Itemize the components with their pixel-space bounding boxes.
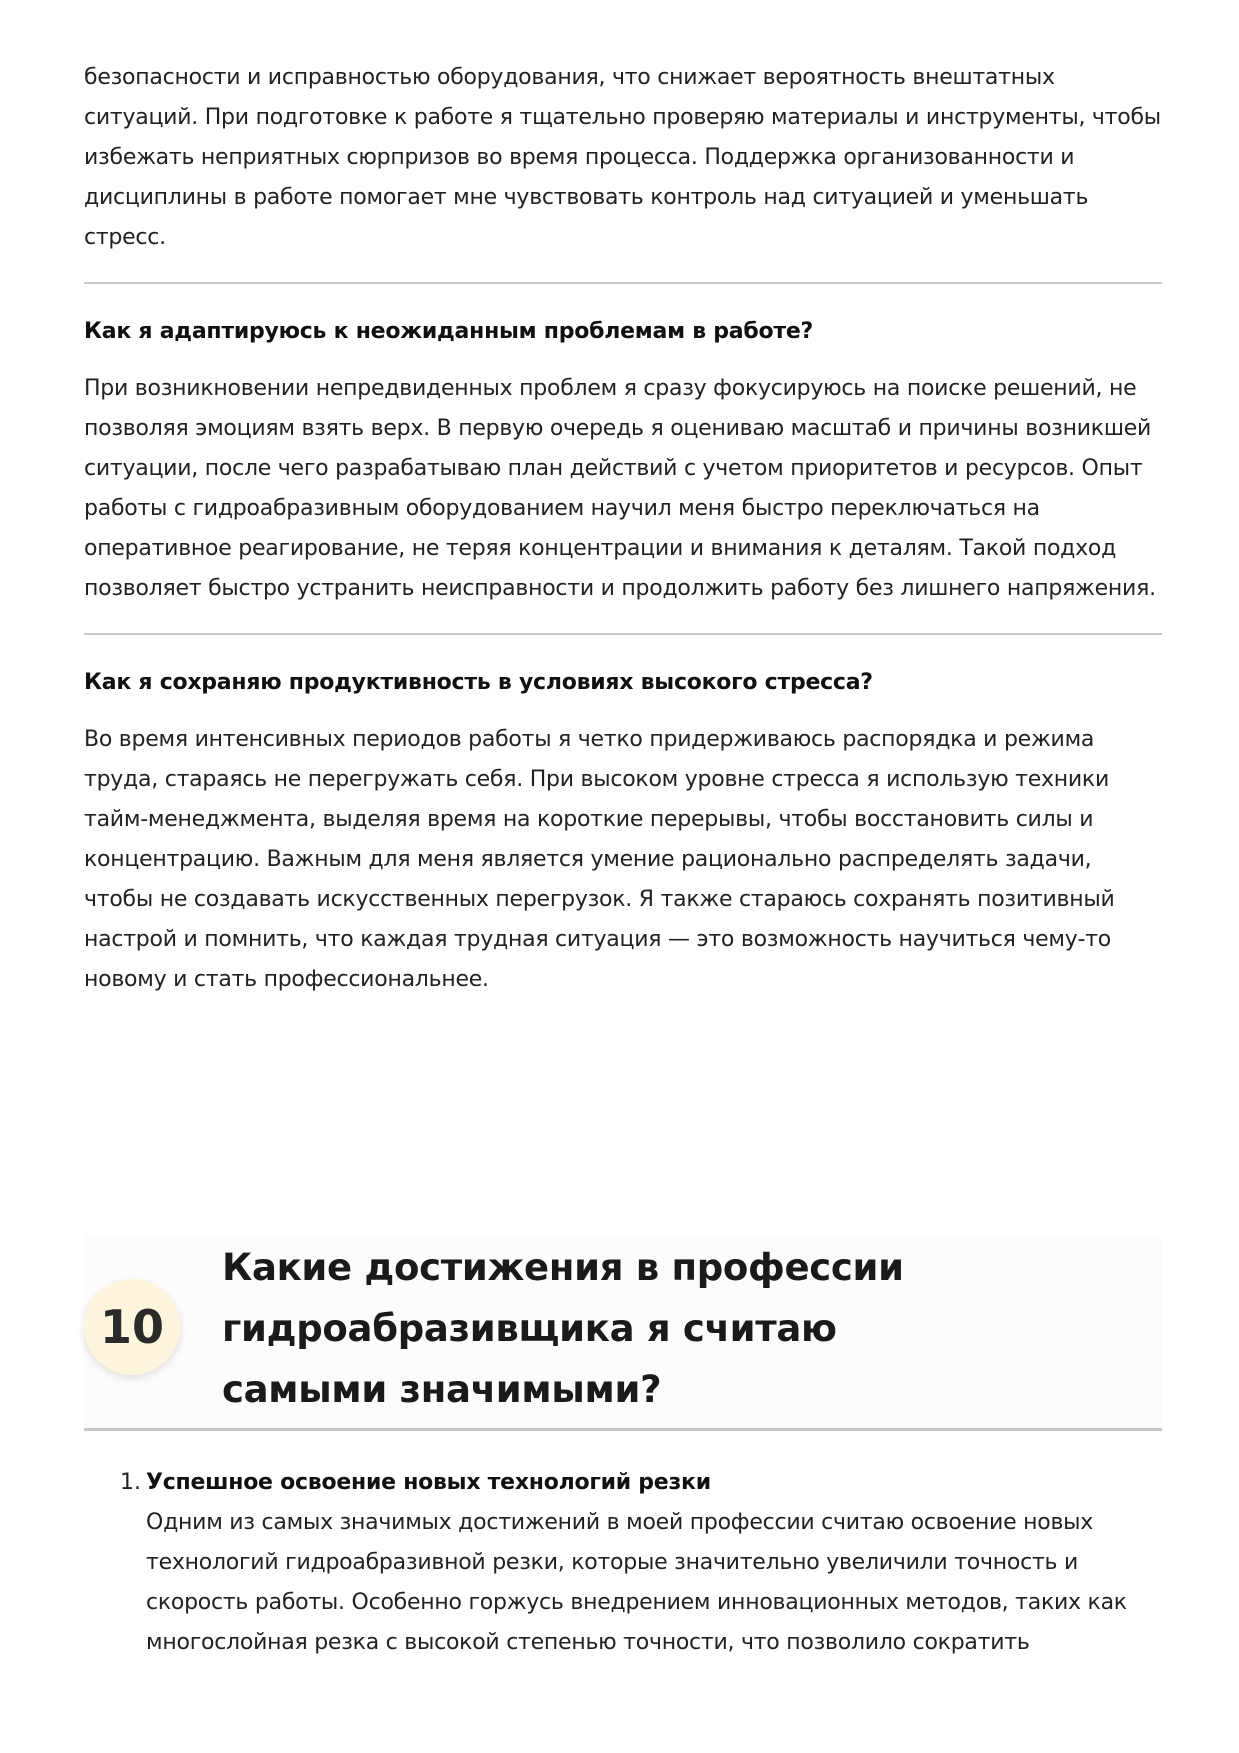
- question-answer: При возникновении непредвиденных проблем я сразу фокусируюсь на поиске решений, не позволяя эмоциям взять верх. В первую очередь я оцениваю масштаб и причины возникшей ситуации, после чего разрабатываю план действий с учетом приоритетов и ресурсов. Опыт работы с гидроабразивным оборудованием научил меня быстро переключаться на оперативное реагирование, не теряя концентрации и внимания к деталям. Такой подход позволяет быстро устранить неисправности и продолжить работу без лишнего напряжения.: [84, 376, 1156, 601]
- achievements-list: [84, 1463, 1162, 1663]
- divider: [84, 633, 1162, 635]
- list-item-number: 1.: [120, 1470, 141, 1495]
- divider: [84, 282, 1162, 284]
- list-item-title: Успешное освоение новых технологий резки: [146, 1470, 711, 1495]
- list-item: [84, 1463, 1162, 1663]
- question-answer: Во время интенсивных периодов работы я четко придерживаюсь распорядка и режима труда, стараясь не перегружать себя. При высоком уровне стресса я использую техники тайм-менеджмента, выделяя время на короткие перерывы, чтобы восстановить силы и концентрацию. Важным для меня является умение рационально распределять задачи, чтобы не создавать искусственных перегрузок. Я также стараюсь сохранять позитивный настрой и помнить, что каждая трудная ситуация — это возможность научиться чему-то новому и стать профессиональнее.: [84, 727, 1115, 992]
- section-title: Какие достижения в профессии гидроабразивщика я считаю самыми значимыми?: [222, 1246, 904, 1411]
- section-header: [84, 1235, 1162, 1431]
- qa-content: [84, 58, 1162, 1000]
- question-title: Как я сохраняю продуктивность в условиях высокого стресса?: [84, 670, 873, 695]
- question-title: Как я адаптируюсь к неожиданным проблемам в работе?: [84, 319, 814, 344]
- section-number-badge: 10: [84, 1279, 180, 1375]
- list-item-text: Одним из самых значимых достижений в моей профессии считаю освоение новых технологий гидроабразивной резки, которые значительно увеличили точность и скорость работы. Особенно горжусь внедрением инновационных методов, таких как многослойная резка с высокой степенью точности, что позволило сократить: [146, 1510, 1127, 1655]
- intro-paragraph: безопасности и исправностью оборудования, что снижает вероятность внештатных ситуаций. При подготовке к работе я тщательно проверяю материалы и инструменты, чтобы избежать неприятных сюрпризов во время процесса. Поддержка организованности и дисциплины в работе помогает мне чувствовать контроль над ситуацией и уменьшать стресс.: [84, 65, 1161, 250]
